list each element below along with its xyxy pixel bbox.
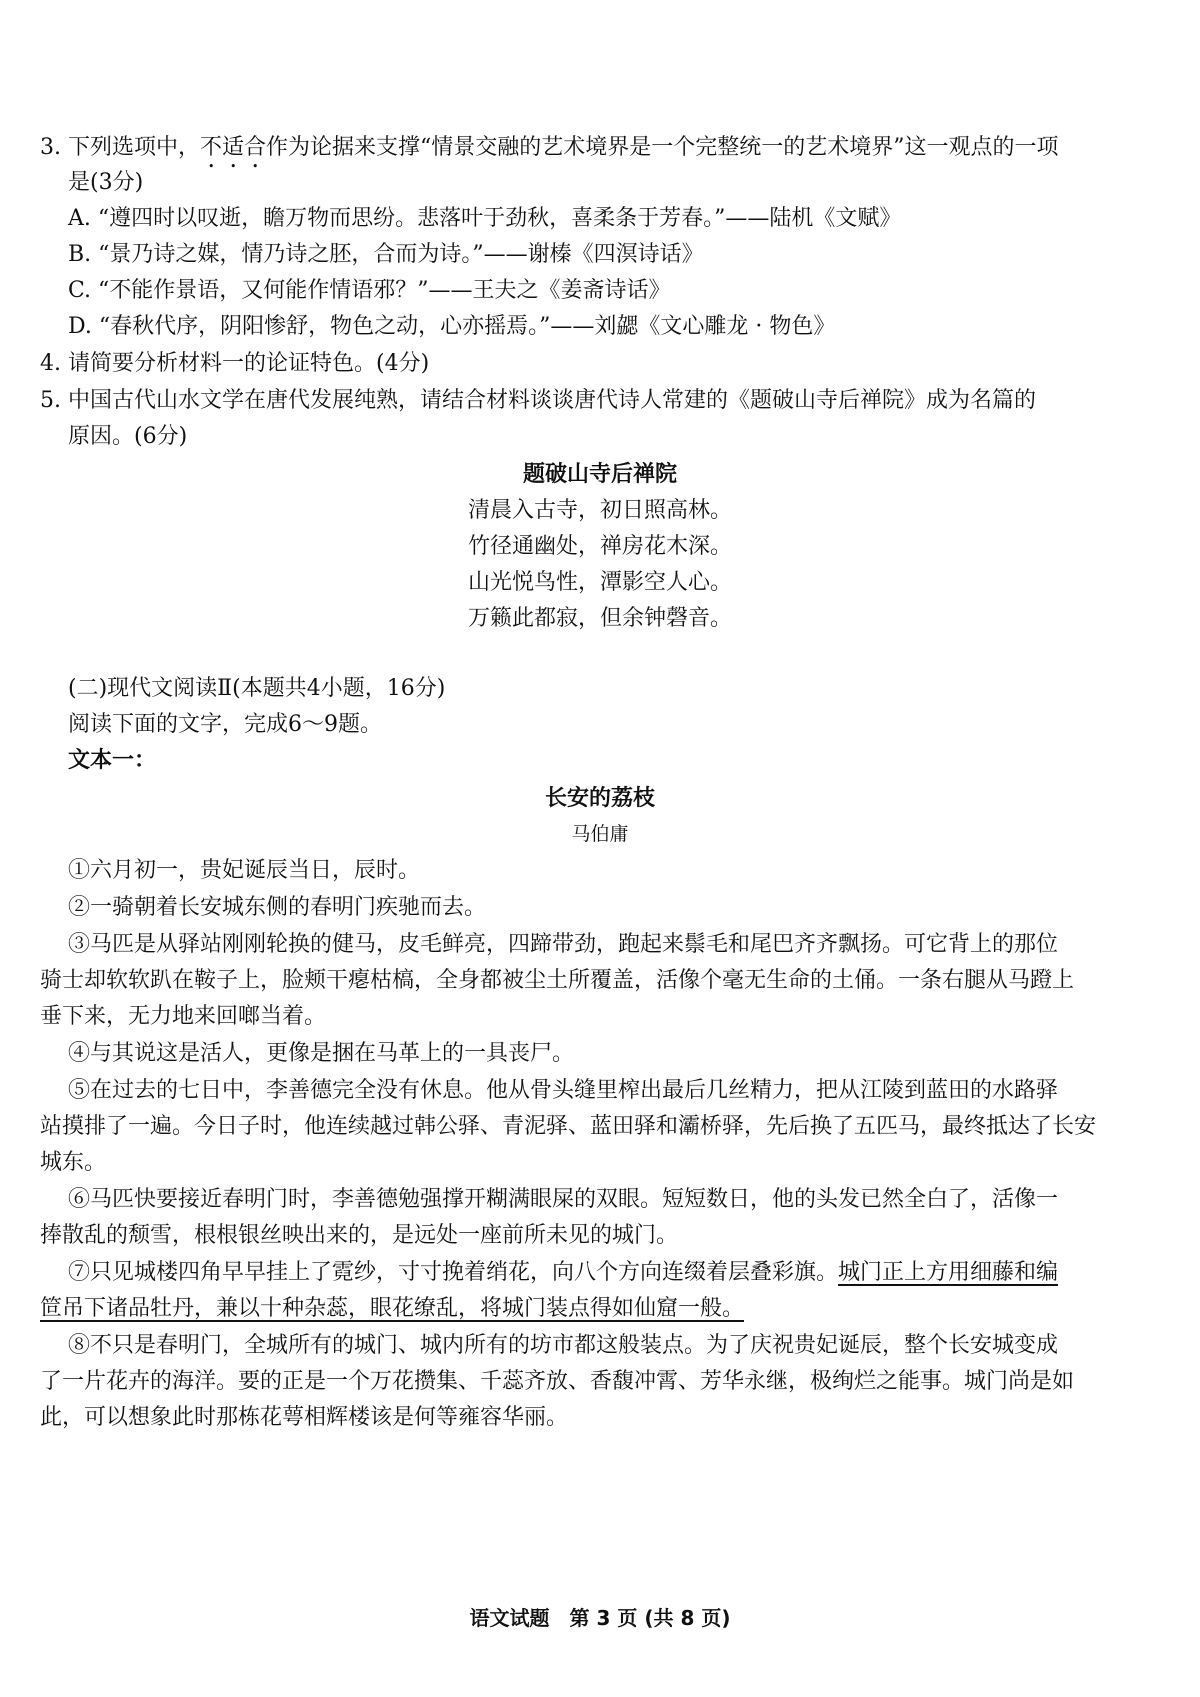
paragraph (68, 1261, 1058, 1285)
q3-line2: 是(3分) (68, 170, 144, 195)
q3-option-d: D. “春秋代序，阴阳惨舒，物色之动，心亦摇焉。”——刘勰《文心雕龙 · 物色》 (68, 314, 836, 339)
paragraph-cont: 垂下来，无力地来回啷当着。 (40, 1004, 327, 1029)
poem-line: 山光悦鸟性，潭影空人心。 (467, 570, 732, 595)
paragraph-cont: 此，可以想象此时那栋花萼相辉楼该是何等雍容华丽。 (40, 1405, 569, 1430)
q3-line1 (40, 135, 1059, 173)
page-footer: 语文试题 第 3 页 (共 8 页) (469, 1606, 731, 1630)
paragraph: ②一骑朝着长安城东侧的春明门疾驰而去。 (68, 895, 487, 920)
poem-title: 题破山寺后禅院 (522, 462, 677, 487)
underlined-text: 城门正上方用细藤和编 (838, 1260, 1059, 1285)
q3-emphasis: 不适合 (199, 135, 266, 160)
poem-line: 万籁此都寂，但余钟磬音。 (467, 606, 732, 631)
paragraph: ⑥马匹快要接近春明门时，李善德勉强撑开糊满眼屎的双眼。短短数日，他的头发已然全白了，活像一 (68, 1187, 1059, 1212)
paragraph-cont: 捧散乱的颓雪，根根银丝映出来的，是远处一座前所未见的城门。 (40, 1223, 679, 1248)
q4: 4. 请简要分析材料一的论证特色。(4分) (40, 351, 430, 376)
underlined-text: 笸吊下诸品牡丹，兼以十种杂蕊，眼花缭乱，将城门装点得如仙窟一般。 (40, 1296, 745, 1321)
text1-label: 文本一： (68, 748, 157, 773)
q5-line2: 原因。(6分) (68, 424, 188, 449)
section-heading: (二)现代文阅读Ⅱ(本题共4小题，16分) (68, 676, 446, 701)
paragraph: ③马匹是从驿站刚刚轮换的健马，皮毛鲜亮，四蹄带劲，跑起来鬃毛和尾巴齐齐飘扬。可它背上的那位 (68, 932, 1059, 957)
paragraph-text: ⑦只见城楼四角早早挂上了霓纱，寸寸挽着绡花，向八个方向连缀着层叠彩旗。 (68, 1260, 839, 1285)
paragraph: ⑤在过去的七日中，李善德完全没有休息。他从骨头缝里榨出最后几丝精力，把从江陵到蓝田的水路驿 (68, 1078, 1059, 1103)
poem-line: 竹径通幽处，禅房花木深。 (467, 534, 732, 559)
section-instruction: 阅读下面的文字，完成6～9题。 (68, 712, 382, 737)
q3-option-b: B. “景乃诗之媒，情乃诗之胚，合而为诗。”——谢榛《四溟诗话》 (68, 242, 704, 267)
q3-text-b: 作为论据来支撑“情景交融的艺术境界是一个完整统一的艺术境界”这一观点的一项 (266, 135, 1059, 160)
paragraph-cont: 骑士却软软趴在鞍子上，脸颊干瘪枯槁，全身都被尘土所覆盖，活像个毫无生命的土俑。一条右腿从马蹬上 (40, 968, 1075, 993)
q3-option-c: C. “不能作景语，又何能作情语邪？”——王夫之《姜斋诗话》 (68, 278, 671, 303)
paragraph-cont: 城东。 (40, 1150, 107, 1175)
q5-line1: 5. 中国古代山水文学在唐代发展纯熟，请结合材料谈谈唐代诗人常建的《题破山寺后禅院》成为名篇的 (40, 388, 1036, 413)
paragraph: ⑧不只是春明门，全城所有的城门、城内所有的坊市都这般装点。为了庆祝贵妃诞辰，整个长安城变成 (68, 1333, 1059, 1358)
q3-option-a: A. “遵四时以叹逝，瞻万物而思纷。悲落叶于劲秋，喜柔条于芳春。”——陆机《文赋》 (68, 206, 902, 231)
paragraph-cont: 站摸排了一遍。今日子时，他连续越过韩公驿、青泥驿、蓝田驿和灞桥驿，先后换了五匹马，最终抵达了长安 (40, 1114, 1097, 1139)
paragraph: ④与其说这是活人，更像是捆在马革上的一具丧尸。 (68, 1041, 575, 1066)
q3-text-a: 3. 下列选项中， (40, 135, 200, 160)
story-title: 长安的荔枝 (544, 786, 655, 811)
story-author: 马伯庸 (571, 823, 629, 845)
paragraph: ①六月初一，贵妃诞辰当日，辰时。 (68, 858, 421, 883)
poem-line: 清晨入古寺，初日照高林。 (467, 498, 732, 523)
paragraph-cont: 了一片花卉的海洋。要的正是一个万花攒集、千蕊齐放、香馥冲霄、芳华永继，极绚烂之能事。城门尚是如 (40, 1369, 1075, 1394)
